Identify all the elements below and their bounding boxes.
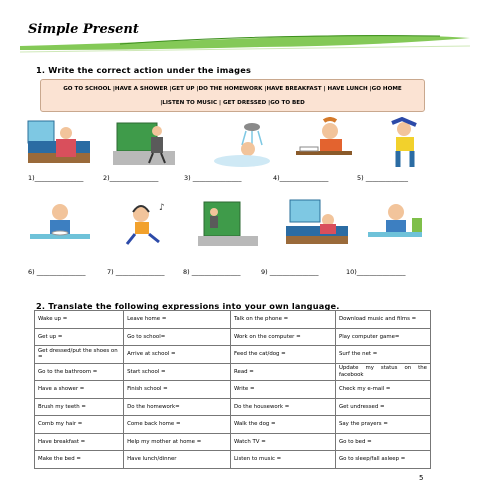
table-row (35, 451, 431, 469)
answer-blank-7[interactable]: 7) _______________ (107, 268, 165, 276)
answer-blank-1[interactable]: 1)_______________ (28, 174, 84, 182)
table-cell[interactable]: Walk the dog = (231, 416, 336, 434)
answer-blank-6[interactable]: 6) _______________ (28, 268, 86, 276)
answer-blank-9[interactable]: 9) _______________ (261, 268, 319, 276)
table-cell[interactable]: Go to sleep/fall asleep = (335, 451, 430, 469)
table-row (35, 311, 431, 329)
answer-blank-4[interactable]: 4)_______________ (273, 174, 329, 182)
exercise-2-instruction: 2. Translate the following expressions into your own language. (36, 301, 340, 311)
table-cell[interactable]: Brush my teeth = (35, 398, 124, 416)
word-bank-line-1: GO TO SCHOOL |HAVE A SHOWER |GET UP |DO THE HOMEWORK |HAVE BREAKFAST | HAVE LUNCH |GO HOME (63, 86, 402, 92)
page-number: 5 (419, 474, 424, 482)
table-cell[interactable]: Surf the net = (335, 346, 430, 364)
picture-have-a-shower (212, 117, 278, 169)
table-cell[interactable]: Say the prayers = (335, 416, 430, 434)
table-cell[interactable]: Write = (231, 381, 336, 399)
table-cell[interactable]: Go to bed = (335, 433, 430, 451)
table-row (35, 433, 431, 451)
table-cell[interactable]: Have lunch/dinner (124, 451, 231, 469)
picture-listen-to-music (111, 198, 177, 250)
answer-blank-3[interactable]: 3) _______________ (184, 174, 242, 182)
table-cell[interactable]: Listen to music = (231, 451, 336, 469)
table-cell[interactable]: Help my mother at home = (124, 433, 231, 451)
picture-do-the-homework (290, 117, 356, 169)
table-cell[interactable]: Make the bed = (35, 451, 124, 469)
picture-get-dressed (372, 117, 438, 169)
table-cell[interactable]: Wake up = (35, 311, 124, 329)
word-bank-line-2: |LISTEN TO MUSIC | GET DRESSED |GO TO BED (160, 100, 305, 106)
table-cell[interactable]: Do the homework= (124, 398, 231, 416)
translation-table (34, 310, 431, 469)
table-cell[interactable]: Go to the bathroom = (35, 363, 124, 381)
answer-blank-10[interactable]: 10)_______________ (346, 268, 406, 276)
table-cell[interactable]: Arrive at school = (124, 346, 231, 364)
table-cell[interactable]: Feed the cat/dog = (231, 346, 336, 364)
table-cell[interactable]: Play computer game= (335, 328, 430, 346)
table-cell[interactable]: Leave home = (124, 311, 231, 329)
table-cell[interactable]: Get undressed = (335, 398, 430, 416)
table-cell[interactable]: Do the housework = (231, 398, 336, 416)
answer-blank-5[interactable]: 5) _____________ (357, 174, 408, 182)
table-row (35, 416, 431, 434)
table-cell[interactable]: Go to school= (124, 328, 231, 346)
table-cell[interactable]: Start school = (124, 363, 231, 381)
table-cell[interactable]: Check my e-mail = (335, 381, 430, 399)
svg-text:♪: ♪ (159, 203, 165, 213)
table-cell[interactable]: Get dressed/put the shoes on = (35, 346, 124, 364)
table-cell[interactable]: Talk on the phone = (231, 311, 336, 329)
table-cell[interactable]: Get up = (35, 328, 124, 346)
table-cell[interactable]: Come back home = (124, 416, 231, 434)
table-cell[interactable]: Download music and films = (335, 311, 430, 329)
answer-blank-8[interactable]: 8) _______________ (183, 268, 241, 276)
picture-go-to-school (111, 117, 177, 169)
table-cell[interactable]: Update my status on the facebook (335, 363, 430, 381)
picture-have-lunch (366, 198, 432, 250)
picture-go-home (196, 198, 262, 250)
table-cell[interactable]: Read = (231, 363, 336, 381)
table-row (35, 363, 431, 381)
picture-get-up (26, 117, 92, 169)
table-cell[interactable]: Have a shower = (35, 381, 124, 399)
picture-have-breakfast (26, 198, 92, 250)
table-row (35, 328, 431, 346)
page-title: Simple Present (28, 22, 139, 37)
table-cell[interactable]: Comb my hair = (35, 416, 124, 434)
table-cell[interactable]: Finish school = (124, 381, 231, 399)
table-row (35, 381, 431, 399)
table-cell[interactable]: Watch TV = (231, 433, 336, 451)
table-row (35, 346, 431, 364)
table-row (35, 398, 431, 416)
table-cell[interactable]: Have breakfast = (35, 433, 124, 451)
table-cell[interactable]: Work on the computer = (231, 328, 336, 346)
answer-blank-2[interactable]: 2)_______________ (103, 174, 159, 182)
picture-go-to-bed (284, 198, 350, 250)
word-bank (40, 79, 425, 112)
exercise-1-instruction: 1. Write the correct action under the images (36, 65, 252, 75)
